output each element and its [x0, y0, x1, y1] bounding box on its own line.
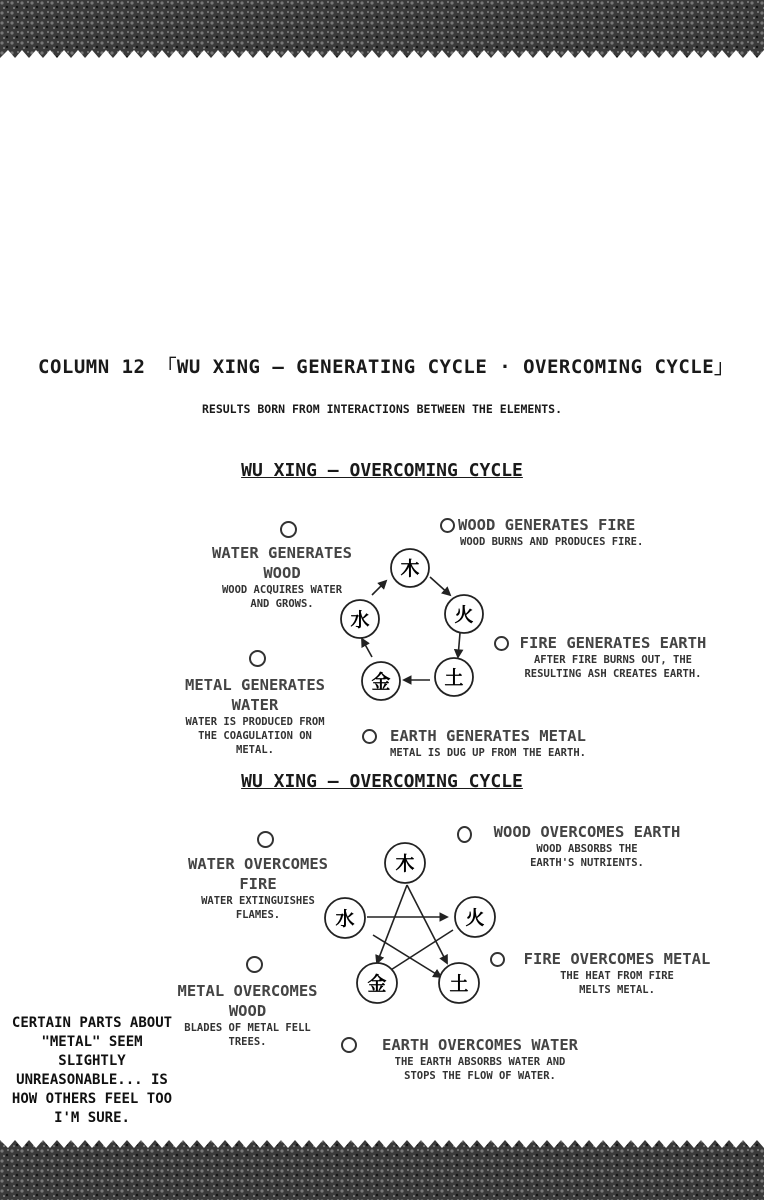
element-fire-label: 火 — [465, 907, 485, 929]
element-earth-node — [435, 658, 473, 696]
element-earth-node — [439, 963, 479, 1003]
element-metal-label: 金 — [367, 973, 387, 995]
item-heading: WOOD GENERATES FIRE — [458, 516, 636, 534]
page-title: COLUMN 12 「WU XING – GENERATING CYCLE · OVERCOMING CYCLE」 — [38, 356, 734, 378]
bullet-circle-icon — [257, 831, 274, 848]
item-description: AFTER FIRE BURNS OUT, THE RESULTING ASH CREATES EARTH. — [524, 654, 702, 680]
generating-cycle-title: WU XING – OVERCOMING CYCLE — [241, 460, 523, 481]
bullet-circle-icon — [249, 650, 266, 667]
item-description: WOOD ABSORBS THE EARTH'S NUTRIENTS. — [530, 843, 644, 869]
arrow-wood-to-fire — [430, 577, 450, 595]
element-earth-label: 土 — [444, 667, 464, 689]
item-heading: WATER OVERCOMES FIRE — [188, 855, 328, 893]
bottom-texture-band — [0, 1138, 764, 1200]
item-description: THE EARTH ABSORBS WATER AND STOPS THE FLOW OF WATER. — [394, 1056, 566, 1082]
overcoming-item-fire-metal — [512, 949, 722, 997]
item-heading: WATER GENERATES WOOD — [212, 544, 352, 582]
item-description: WOOD BURNS AND PRODUCES FIRE. — [460, 536, 644, 548]
generating-item-wood-fire — [458, 515, 668, 549]
item-heading: WOOD OVERCOMES EARTH — [493, 823, 681, 841]
element-fire-node — [455, 897, 495, 937]
arrow-wood-to-earth — [377, 885, 407, 963]
bullet-circle-icon — [362, 729, 377, 744]
overcoming-item-water-fire — [172, 854, 344, 922]
generating-item-metal-water — [170, 675, 340, 757]
item-heading: METAL GENERATES WATER — [185, 676, 325, 714]
element-metal-node — [357, 963, 397, 1003]
bullet-circle-icon — [341, 1037, 357, 1053]
element-metal-node — [362, 662, 400, 700]
element-wood-node — [385, 843, 425, 883]
bullet-circle-icon — [280, 521, 297, 538]
element-fire-node — [445, 595, 483, 633]
item-description: WOOD ACQUIRES WATER AND GROWS. — [221, 584, 343, 610]
element-wood-label: 木 — [395, 853, 415, 875]
element-water-label: 水 — [350, 609, 370, 631]
item-description: METAL IS DUG UP FROM THE EARTH. — [390, 747, 586, 759]
arrow-fire-to-earth — [458, 633, 460, 657]
item-heading: FIRE OVERCOMES METAL — [523, 950, 711, 968]
item-heading: FIRE GENERATES EARTH — [519, 634, 707, 652]
bullet-circle-icon — [440, 518, 455, 533]
generating-item-earth-metal — [390, 726, 620, 760]
bullet-circle-icon — [246, 956, 263, 973]
bullet-circle-icon — [494, 636, 509, 651]
element-water-label: 水 — [335, 908, 355, 930]
overcoming-item-metal-wood — [160, 981, 335, 1049]
side-note: CERTAIN PARTS ABOUT "METAL" SEEM SLIGHTLY UNREASONABLE... IS HOW OTHERS FEEL TOO I'M SURE. — [11, 1015, 173, 1126]
element-wood-node — [391, 549, 429, 587]
overcoming-cycle-title: WU XING – OVERCOMING CYCLE — [241, 771, 523, 792]
item-description: WATER EXTINGUISHES FLAMES. — [201, 895, 315, 921]
arrow-metal-to-water — [362, 639, 372, 657]
element-fire-label: 火 — [454, 604, 474, 626]
page-subtitle: RESULTS BORN FROM INTERACTIONS BETWEEN THE ELEMENTS. — [201, 402, 563, 416]
generating-item-water-wood — [198, 543, 366, 611]
element-earth-label: 土 — [449, 973, 469, 995]
bullet-circle-icon — [490, 952, 505, 967]
item-description: BLADES OF METAL FELL TREES. — [184, 1022, 311, 1048]
element-wood-label: 木 — [400, 558, 420, 580]
item-description: THE HEAT FROM FIRE MELTS METAL. — [560, 970, 674, 996]
item-description: WATER IS PRODUCED FROM THE COAGULATION ON METAL. — [185, 716, 325, 756]
overcoming-item-earth-water — [365, 1035, 595, 1083]
item-heading: EARTH OVERCOMES WATER — [382, 1036, 578, 1054]
arrow-water-to-wood — [372, 581, 386, 595]
arrow-metal-to-wood — [407, 885, 447, 963]
generating-item-fire-earth — [508, 633, 718, 681]
item-heading: EARTH GENERATES METAL — [390, 727, 586, 745]
item-heading: METAL OVERCOMES WOOD — [177, 982, 318, 1020]
top-texture-band — [0, 0, 764, 62]
bullet-circle-icon — [457, 826, 472, 843]
overcoming-item-wood-earth — [478, 822, 696, 870]
element-metal-label: 金 — [371, 671, 391, 693]
